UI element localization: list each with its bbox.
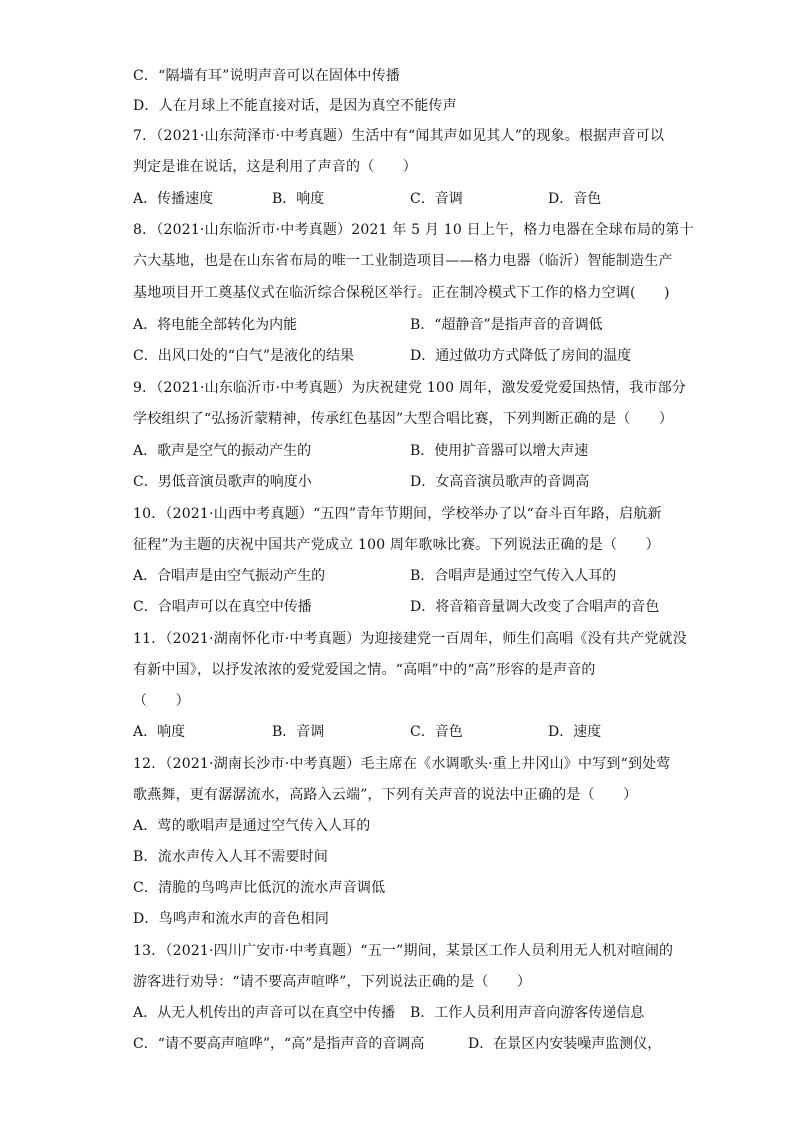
q7-option-b: B．响度 bbox=[272, 191, 325, 207]
q9-option-a: A．歌声是空气的振动产生的 bbox=[133, 443, 312, 459]
q12-option-a: A．莺的歌唱声是通过空气传入人耳的 bbox=[133, 818, 371, 834]
q7-stem-line1: 7．（2021·山东菏泽市·中考真题）生活中有“闻其声如见其人”的现象。根据声音可以 bbox=[133, 128, 665, 144]
q13-option-c: C．“请不要高声喧哗”，“高”是指声音的音调高 bbox=[133, 1036, 425, 1052]
q6-option-d: D．人在月球上不能直接对话，是因为真空不能传声 bbox=[133, 98, 457, 114]
q10-option-c: C．合唱声可以在真空中传播 bbox=[133, 599, 312, 615]
q7-option-c: C．音调 bbox=[410, 191, 463, 207]
q10-stem-line1: 10．（2021·山西中考真题）“五四”青年节期间，学校举办了以“奋斗百年路，启航新 bbox=[133, 506, 662, 522]
q8-option-d: D．通过做功方式降低了房间的温度 bbox=[410, 348, 632, 364]
q12-option-b: B．流水声传入人耳不需要时间 bbox=[133, 849, 329, 865]
q7-option-d: D．音色 bbox=[548, 191, 602, 207]
q7-stem-line2: 判定是谁在说话，这是利用了声音的（ ） bbox=[133, 159, 417, 175]
q13-option-b: B．工作人员利用声音向游客传递信息 bbox=[410, 1005, 645, 1021]
q8-option-c: C．出风口处的“白气”是液化的结果 bbox=[133, 348, 355, 364]
q13-stem-line1: 13．（2021·四川广安市·中考真题）“五一”期间，某景区工作人员利用无人机对喧闹的 bbox=[133, 943, 674, 959]
q11-stem-line3: （ ） bbox=[133, 693, 190, 709]
q11-option-a: A．响度 bbox=[133, 724, 186, 740]
q6-option-c: C．“隔墙有耳”说明声音可以在固体中传播 bbox=[133, 68, 401, 84]
q10-option-d: D．将音箱音量调大改变了合唱声的音色 bbox=[410, 599, 660, 615]
q11-stem-line1: 11．（2021·湖南怀化市·中考真题）为迎接建党一百周年，师生们高唱《没有共产党就没 bbox=[133, 631, 687, 647]
q7-option-a: A．传播速度 bbox=[133, 191, 214, 207]
q11-option-c: C．音色 bbox=[410, 724, 463, 740]
q13-stem-line2: 游客进行劝导：“请不要高声喧哗”，下列说法正确的是（ ） bbox=[133, 974, 532, 990]
q11-stem-line2: 有新中国》，以抒发浓浓的爱党爱国之情。“高唱”中的“高”形容的是声音的 bbox=[133, 662, 596, 678]
q8-stem-line3: 基地项目开工奠基仪式在临沂综合保税区举行。正在制冷模式下工作的格力空调( ) bbox=[133, 285, 670, 301]
q8-option-a: A．将电能全部转化为内能 bbox=[133, 317, 298, 333]
q12-option-d: D．鸟鸣声和流水声的音色相同 bbox=[133, 911, 330, 927]
q9-stem-line2: 学校组织了“弘扬沂蒙精神，传承红色基因”大型合唱比赛，下列判断正确的是（ ） bbox=[133, 411, 674, 427]
q9-option-c: C．男低音演员歌声的响度小 bbox=[133, 474, 312, 490]
q8-option-b: B．“超静音”是指声音的音调低 bbox=[410, 317, 603, 333]
q13-option-a: A．从无人机传出的声音可以在真空中传播 bbox=[133, 1005, 396, 1021]
q8-stem-line1: 8．（2021·山东临沂市·中考真题）2021 年 5 月 10 日上午，格力电器在全球布局的第十 bbox=[133, 222, 694, 238]
q12-stem-line2: 歌燕舞，更有潺潺流水，高路入云端”，下列有关声音的说法中正确的是（ ） bbox=[133, 787, 638, 803]
q11-option-d: D．速度 bbox=[548, 724, 602, 740]
q12-option-c: C．清脆的鸟鸣声比低沉的流水声音调低 bbox=[133, 880, 386, 896]
q10-stem-line2: 征程”为主题的庆祝中国共产党成立 100 周年歌咏比赛。下列说法正确的是（ ） bbox=[133, 537, 660, 553]
q8-stem-line2: 六大基地，也是在山东省布局的唯一工业制造项目——格力电器（临沂）智能制造生产 bbox=[133, 253, 673, 269]
q12-stem-line1: 12．（2021·湖南长沙市·中考真题）毛主席在《水调歌头·重上井冈山》中写到“到处莺 bbox=[133, 756, 671, 772]
q10-option-a: A．合唱声是由空气振动产生的 bbox=[133, 568, 326, 584]
q13-option-d: D．在景区内安装噪声监测仪， bbox=[468, 1036, 662, 1052]
q9-stem-line1: 9．（2021·山东临沂市·中考真题）为庆祝建党 100 周年，激发爱党爱国热情，我市部分 bbox=[133, 380, 687, 396]
q9-option-d: D．女高音演员歌声的音调高 bbox=[410, 474, 590, 490]
q10-option-b: B．合唱声是通过空气传入人耳的 bbox=[410, 568, 617, 584]
q11-option-b: B．音调 bbox=[272, 724, 325, 740]
q9-option-b: B．使用扩音器可以增大声速 bbox=[410, 443, 589, 459]
